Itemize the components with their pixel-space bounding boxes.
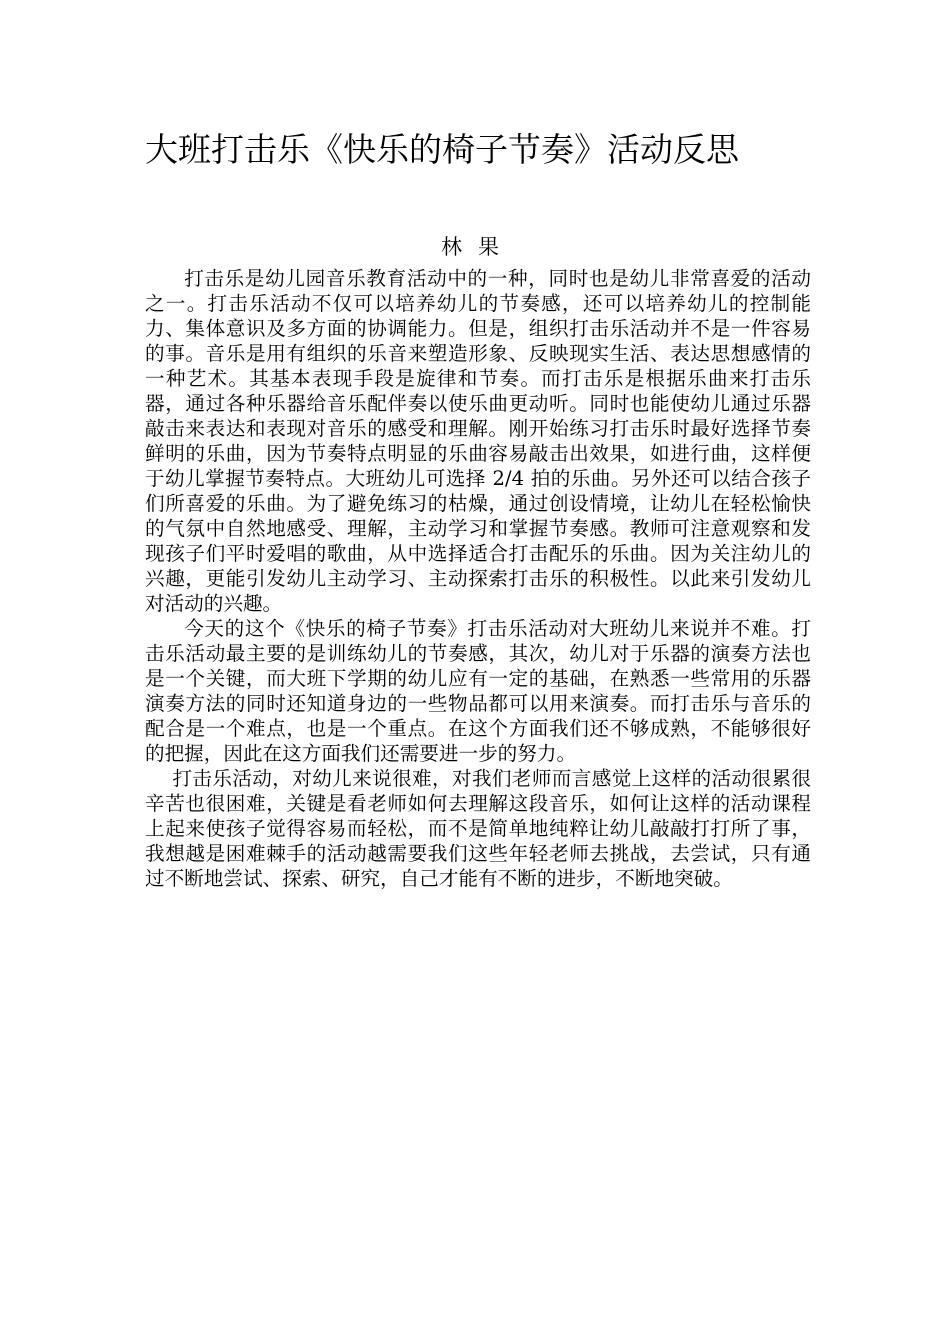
body-paragraph-2: 今天的这个《快乐的椅子节奏》打击乐活动对大班幼儿来说并不难。打击乐活动最主要的是训练幼儿的节奏感，其次，幼儿对于乐器的演奏方法也是一个关键，而大班下学期的幼儿应有一定的基础，在熟悉一些常用的乐器演奏方法的同时还知道身边的一些物品都可以用来演奏。而打击乐与音乐的配合是一个难点，也是一个重点。在这个方面我们还不够成熟，不能够很好的把握，因此在这方面我们还需要进一步的努力。	[145, 617, 811, 765]
body-paragraph-3: 打击乐活动，对幼儿来说很难，对我们老师而言感觉上这样的活动很累很辛苦也很困难，关键是看老师如何去理解这段音乐，如何让这样的活动课程上起来使孩子觉得容易而轻松，而不是简单地纯粹让幼儿敲敲打打所了事，我想越是困难棘手的活动越需要我们这些年轻老师去挑战，去尝试，只有通过不断地尝试、探索、研究，自己才能有不断的进步，不断地突破。	[145, 767, 811, 890]
document-body	[145, 266, 811, 891]
document-title: 大班打击乐《快乐的椅子节奏》活动反思	[145, 130, 739, 169]
author-name: 林果	[441, 235, 515, 259]
body-paragraph-1: 打击乐是幼儿园音乐教育活动中的一种，同时也是幼儿非常喜爱的活动之一。打击乐活动不仅可以培养幼儿的节奏感，还可以培养幼儿的控制能力、集体意识及多方面的协调能力。但是，组织打击乐活动并不是一件容易的事。音乐是用有组织的乐音来塑造形象、反映现实生活、表达思想感情的一种艺术。其基本表现手段是旋律和节奏。而打击乐是根据乐曲来打击乐器，通过各种乐器给音乐配伴奏以使乐曲更动听。同时也能使幼儿通过乐器敲击来表达和表现对音乐的感受和理解。刚开始练习打击乐时最好选择节奏鲜明的乐曲，因为节奏特点明显的乐曲容易敲击出效果，如进行曲，这样便于幼儿掌握节奏特点。大班幼儿可选择 2/4 拍的乐曲。另外还可以结合孩子们所喜爱的乐曲。为了避免练习的枯燥，通过创设情境，让幼儿在轻松愉快的气氛中自然地感受、理解，主动学习和掌握节奏感。教师可注意观察和发现孩子们平时爱唱的歌曲，从中选择适合打击配乐的乐曲。因为关注幼儿的兴趣，更能引发幼儿主动学习、主动探索打击乐的积极性。以此来引发幼儿对活动的兴趣。	[145, 267, 811, 615]
